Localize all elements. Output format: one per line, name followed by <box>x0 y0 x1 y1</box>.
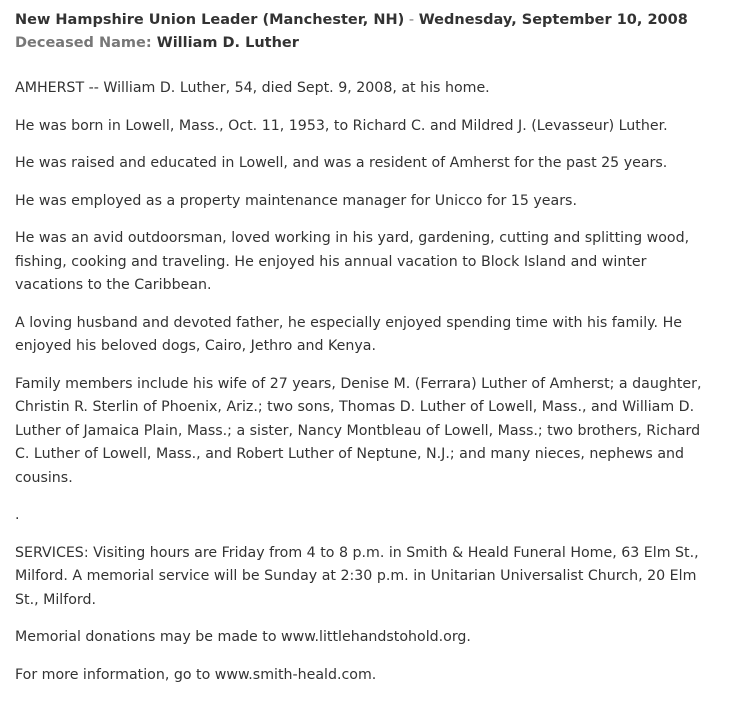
obituary-header <box>15 9 718 55</box>
paragraph-family-life: A loving husband and devoted father, he especially enjoyed spending time with his family. He enjoyed his beloved dogs, Cairo, Jethro and Kenya. <box>15 314 682 354</box>
paragraph-residence: He was raised and educated in Lowell, and was a resident of Amherst for the past 25 years. <box>15 155 668 171</box>
paragraph-hobbies: He was an avid outdoorsman, loved working in his yard, gardening, cutting and splitting wood, fishing, cooking and traveling. He enjoyed his annual vacation to Block Island and winter vacations to the Caribbean. <box>15 230 690 293</box>
publication-line <box>15 9 718 32</box>
header-separator: - <box>404 12 419 28</box>
paragraph-donations: Memorial donations may be made to www.littlehandstohold.org. <box>15 629 471 645</box>
publication-name: New Hampshire Union Leader (Manchester, NH) <box>15 12 405 28</box>
deceased-name: William D. Luther <box>156 35 299 51</box>
obituary-body <box>15 77 718 687</box>
deceased-label: Deceased Name: <box>15 35 152 51</box>
publication-date: Wednesday, September 10, 2008 <box>418 12 688 28</box>
paragraph-death-notice: AMHERST -- William D. Luther, 54, died Sept. 9, 2008, at his home. <box>15 80 490 96</box>
deceased-line <box>15 32 718 55</box>
paragraph-services: SERVICES: Visiting hours are Friday from 4 to 8 p.m. in Smith & Heald Funeral Home, 63 Elm St., Milford. A memorial service will be Sunday at 2:30 p.m. in Unitarian Universalist Church, 20 Elm St., Milford. <box>15 544 699 608</box>
paragraph-separator-dot: . <box>15 507 20 523</box>
paragraph-employment: He was employed as a property maintenance manager for Unicco for 15 years. <box>15 192 577 209</box>
paragraph-birth: He was born in Lowell, Mass., Oct. 11, 1953, to Richard C. and Mildred J. (Levasseur) Luther. <box>15 117 668 134</box>
paragraph-more-info: For more information, go to www.smith-heald.com. <box>15 666 377 683</box>
paragraph-survivors: Family members include his wife of 27 years, Denise M. (Ferrara) Luther of Amherst; a daughter, Christin R. Sterlin of Phoenix, Ariz.; two sons, Thomas D. Luther of Lowell, Mass., and William D. Luther of Jamaica Plain, Mass.; a sister, Nancy Montbleau of Lowell, Mass.; two brothers, Richard C. Luther of Lowell, Mass., and Robert Luther of Neptune, N.J.; and many nieces, nephews and cousins. <box>15 375 702 486</box>
